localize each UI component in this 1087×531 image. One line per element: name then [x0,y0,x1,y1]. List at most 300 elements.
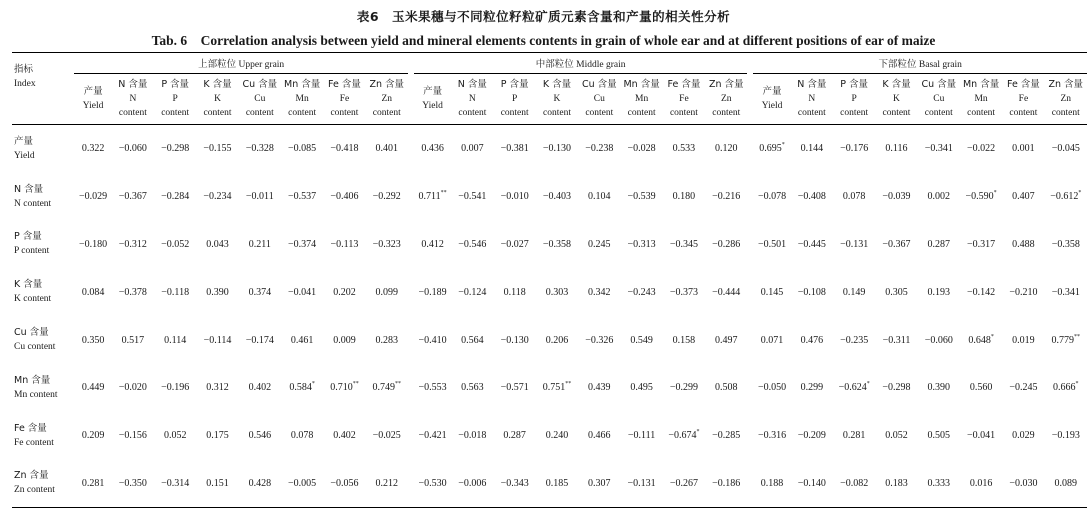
table-row [12,268,1087,316]
column-header-cn: P 含量 [161,79,190,90]
table-cell: −0.298 [161,143,190,155]
column-header [451,74,493,125]
table-cell: −0.029 [79,191,108,203]
table-cell: −0.367 [118,191,147,203]
table-cell: −0.124 [458,286,487,298]
column-header-en: content [712,108,741,118]
table-cell: −0.367 [882,238,911,250]
table-cell: 0.466 [588,430,611,442]
table-cell: −0.235 [840,334,869,346]
table-cell: 0.402 [333,430,356,442]
column-header-cn: Cu 含量 [921,79,957,90]
row-label [12,221,74,269]
column-header-en: content [118,108,147,118]
table-cell: 0.114 [164,334,187,346]
table-cell: −0.292 [372,191,401,203]
column-header [366,74,408,125]
column-header-element: P [851,94,857,104]
table-cell: 0.145 [760,286,784,298]
table-cell: 0.240 [545,430,569,442]
column-header-cn: K 含量 [882,79,911,90]
table-cell: 0.299 [800,382,824,394]
column-header-en: content [245,108,274,118]
table-cell: 0.322 [81,143,105,155]
table-cell: −0.010 [500,191,529,203]
table-row [12,221,1087,269]
column-header-element: Mn [974,94,988,104]
table-cell: −0.341 [1051,286,1080,298]
column-header-cn: Zn 含量 [369,79,405,90]
table-cell: −0.374 [288,238,317,250]
column-header-en: content [585,108,614,118]
table-cell: −0.082 [833,460,875,508]
table-cell: −0.193 [1051,430,1080,442]
table-cell: −0.381 [500,143,529,155]
column-header [753,74,790,125]
table-cell: 0.401 [375,143,398,155]
table-cell: −0.317 [967,238,996,250]
table-row [12,173,1087,221]
table-cell: −0.243 [627,286,656,298]
table-cell: −0.284 [161,191,190,203]
column-header-en: content [500,108,529,118]
table-cell: −0.180 [79,238,108,250]
column-header-cn: Mn 含量 [962,79,1000,90]
table-cell: −0.445 [797,238,826,250]
table-cell: −0.196 [161,382,190,394]
column-header [196,74,238,125]
column-header-element: Mn [295,94,309,104]
column-header-cn: Cu 含量 [242,79,278,90]
table-cell: 0.084 [81,286,105,298]
table-cell: −0.078 [757,191,787,203]
column-header-element: Mn [635,94,649,104]
column-header-cn: P 含量 [500,79,529,90]
table-row [12,460,1087,508]
table-cell: −0.027 [500,238,529,250]
row-label [12,412,74,460]
significance-mark: ** [395,381,401,388]
table-cell: −0.245 [1009,382,1038,394]
column-header [112,74,154,125]
significance-mark: ** [440,190,447,197]
table-cell: −0.045 [1051,143,1080,155]
table-cell: 0.666* [1053,381,1079,394]
column-header-cn: Mn 含量 [623,79,660,90]
table-title-chinese: 表6 玉米果穗与不同粒位籽粒矿质元素含量和产量的相关性分析 [356,9,731,24]
table-cell: −0.209 [797,430,826,442]
table-cell: 0.206 [545,334,569,346]
column-header-element: Yield [422,101,443,111]
table-cell: −0.537 [288,191,317,203]
table-cell: −0.311 [882,334,911,346]
table-cell: 0.710** [330,381,359,394]
column-header-element: N [129,94,137,104]
table-cell: −0.028 [627,143,656,155]
table-cell: −0.345 [669,238,698,250]
table-cell: 0.517 [121,334,145,346]
row-label [12,364,74,412]
table-cell: 0.185 [536,460,578,508]
table-cell: 0.648* [968,333,994,346]
table-cell: 0.151 [196,460,238,508]
table-cell: −0.011 [245,191,274,203]
table-cell: −0.114 [203,334,232,346]
table-cell: 0.402 [248,382,272,394]
table-cell: 0.350 [81,334,105,346]
group-header-2: 下部粒位 Basal grain [753,53,1087,74]
table-cell: −0.267 [663,460,705,508]
table-cell: −0.155 [203,143,232,155]
table-cell: −0.020 [118,382,147,394]
table-cell: −0.186 [705,460,747,508]
row-label-en: K content [14,294,52,305]
table-cell: 0.564 [461,334,484,346]
table-cell: 0.751** [542,381,572,394]
table-cell: −0.403 [542,191,572,203]
table-cell: −0.108 [797,286,826,298]
column-header [833,74,875,125]
column-header-element: Yield [82,101,104,111]
table-cell: 0.449 [81,382,105,394]
column-header-cn: 产量 [423,86,443,97]
table-cell: −0.408 [797,191,826,203]
column-header-cn: 产量 [83,86,103,97]
table-cell: 0.546 [248,430,272,442]
table-cell: 0.052 [885,430,908,442]
row-label [12,173,74,221]
column-header [918,74,960,125]
table-cell: −0.050 [757,382,787,394]
index-header-cn: 指标 [14,64,34,75]
table-cell: −0.590* [965,190,997,203]
column-header-en: content [967,108,996,118]
table-cell: 0.374 [248,286,272,298]
column-header [154,74,196,125]
table-cell: 0.180 [672,191,696,203]
column-header [705,74,747,125]
table-cell: −0.216 [712,191,741,203]
table-row [12,316,1087,364]
table-cell: −0.541 [458,191,487,203]
column-header-en: content [627,108,656,118]
column-header [791,74,833,125]
significance-mark: * [993,190,997,197]
table-cell: −0.612* [1050,190,1082,203]
table-cell: −0.130 [500,334,529,346]
table-cell: −0.025 [372,430,401,442]
table-cell: −0.142 [967,286,996,298]
table-cell: −0.060 [924,334,953,346]
table-cell: 0.212 [366,460,408,508]
column-header-element: N [808,94,816,104]
table-cell: 0.078 [290,430,314,442]
table-cell: −0.341 [924,143,953,155]
column-header-cn: Zn 含量 [1048,79,1084,90]
table-cell: −0.111 [627,430,656,442]
table-cell: −0.130 [542,143,572,155]
column-header-cn: P 含量 [840,79,869,90]
column-header-element: N [468,94,476,104]
table-cell: 0.342 [588,286,611,298]
table-cell: −0.539 [627,191,656,203]
table-cell: −0.041 [967,430,996,442]
row-label [12,125,74,173]
table-cell: 0.188 [753,460,790,508]
table-cell: 0.104 [588,191,611,203]
table-cell: −0.006 [451,460,493,508]
table-cell: −0.624* [838,381,870,394]
column-header [663,74,705,125]
table-cell: 0.307 [578,460,620,508]
table-cell: −0.406 [330,191,359,203]
column-header [1045,74,1087,125]
table-cell: 0.245 [588,238,611,250]
row-label-cn: Fe 含量 [14,422,47,434]
column-header [323,74,365,125]
column-header-cn: Zn 含量 [708,79,744,90]
table-cell: 0.533 [672,143,696,155]
column-header-cn: N 含量 [118,79,148,90]
table-cell: −0.571 [500,382,529,394]
column-header-en: content [372,108,401,118]
table-cell: −0.018 [458,430,487,442]
table-cell: −0.358 [542,238,572,250]
table-title-english: Tab. 6 Correlation analysis between yield and mineral elements contents in grain of whole ear and at different positions of ear of maize [151,33,936,48]
row-label [12,316,74,364]
column-header-cn: 产量 [762,86,782,97]
row-label [12,268,74,316]
table-row [12,364,1087,412]
table-cell: 0.287 [503,430,526,442]
table-cell: −0.022 [967,143,996,155]
table-cell: 0.436 [421,143,444,155]
table-cell: −0.234 [203,191,232,203]
table-cell: 0.281 [74,460,111,508]
column-header [74,74,111,125]
table-cell: −0.056 [323,460,365,508]
table-cell: 0.305 [885,286,908,298]
significance-mark: ** [352,381,359,388]
table-cell: 0.695* [759,142,785,155]
table-cell: 0.749** [372,381,401,394]
table-cell: 0.584* [289,381,315,394]
table-cell: −0.118 [161,286,190,298]
table-cell: 0.116 [885,143,908,155]
table-cell: 0.071 [760,334,784,346]
table-cell: −0.328 [245,143,274,155]
table-row [12,125,1087,173]
column-header-en: content [1051,108,1080,118]
column-header-en: content [161,108,190,118]
column-header-en: content [882,108,911,118]
table-cell: 0.052 [163,430,187,442]
table-cell: 0.476 [800,334,824,346]
column-header-cn: Fe 含量 [328,79,361,90]
significance-mark: * [696,429,700,436]
table-cell: −0.005 [281,460,323,508]
table-cell: 0.461 [290,334,314,346]
column-header-element: P [172,94,178,104]
column-header-element: P [512,94,518,104]
row-label [12,460,74,508]
table-cell: 0.779** [1051,333,1081,346]
table-cell: −0.298 [882,382,911,394]
column-header-element: Cu [593,94,605,104]
table-cell: −0.323 [372,238,401,250]
table-cell: 0.287 [927,238,951,250]
table-cell: 0.312 [206,382,229,394]
table-cell: 0.120 [714,143,738,155]
column-header-element: Fe [679,94,689,104]
column-header [239,74,281,125]
table-cell: −0.174 [245,334,274,346]
correlation-table [12,52,1087,508]
table-cell: −0.210 [1009,286,1038,298]
table-cell: 0.029 [1012,430,1035,442]
table-cell: 0.333 [918,460,960,508]
column-header-element: Cu [254,94,266,104]
table-cell: −0.286 [712,238,741,250]
table-cell: 0.495 [630,382,653,394]
column-header-en: content [330,108,359,118]
table-cell: −0.313 [627,238,656,250]
significance-mark: * [1078,190,1082,197]
table-cell: 0.439 [588,382,611,394]
index-header-en: Index [14,79,36,89]
table-cell: 0.118 [503,286,526,298]
table-cell: −0.312 [118,238,147,250]
table-cell: 0.283 [375,334,398,346]
column-header-element: Fe [1018,94,1029,104]
table-cell: 0.019 [1012,334,1035,346]
table-cell: 0.089 [1045,460,1087,508]
row-label-en: P content [14,246,50,257]
column-header-element: Fe [339,94,350,104]
column-header-element: K [553,94,561,104]
table-cell: −0.378 [118,286,147,298]
column-header-cn: K 含量 [542,79,572,90]
column-header [960,74,1002,125]
column-header-cn: K 含量 [203,79,232,90]
column-header-element: Cu [933,94,945,104]
table-cell: −0.418 [330,143,359,155]
table-cell: 0.007 [461,143,484,155]
column-header-cn: N 含量 [457,79,487,90]
table-cell: 0.001 [1012,143,1035,155]
table-cell: −0.350 [112,460,154,508]
column-header-element: Zn [720,94,732,104]
table-cell: 0.412 [421,238,444,250]
row-label-en: Fe content [14,437,54,448]
table-cell: 0.390 [927,382,951,394]
column-header [620,74,662,125]
table-cell: 0.711** [418,190,447,203]
table-cell: −0.113 [330,238,359,250]
column-header-element: Yield [761,101,783,111]
significance-mark: * [1075,381,1079,388]
table-cell: −0.238 [585,143,614,155]
table-cell: −0.530 [414,460,451,508]
table-cell: 0.428 [239,460,281,508]
significance-mark: ** [1074,333,1081,340]
table-cell: −0.373 [669,286,698,298]
table-cell: 0.209 [81,430,105,442]
row-label-cn: K 含量 [14,279,43,291]
column-header-en: content [924,108,953,118]
table-row [12,412,1087,460]
column-header [578,74,620,125]
column-header-en: content [669,108,698,118]
table-cell: 0.078 [842,191,866,203]
column-header-cn: Fe 含量 [667,79,701,90]
table-cell: −0.140 [791,460,833,508]
column-header [1002,74,1044,125]
table-cell: 0.158 [672,334,696,346]
row-label-cn: Zn 含量 [14,470,49,482]
significance-mark: * [311,381,315,388]
table-cell: −0.553 [418,382,447,394]
table-cell: 0.407 [1012,191,1035,203]
significance-mark: * [990,333,994,340]
column-header-element: Zn [1060,94,1072,104]
column-header-en: content [797,108,826,118]
row-label-en: Cu content [14,342,56,353]
column-header-cn: Fe 含量 [1007,79,1040,90]
column-header-element: K [214,94,221,104]
table-cell: 0.549 [630,334,653,346]
table-cell: 0.508 [714,382,738,394]
column-header [494,74,536,125]
table-cell: 0.281 [842,430,866,442]
column-header-en: content [288,108,317,118]
significance-mark: * [866,381,870,388]
table-cell: 0.002 [927,191,951,203]
column-header-element: K [893,94,900,104]
row-label-en: N content [14,198,52,209]
table-cell: 0.488 [1012,238,1035,250]
column-header-en: content [203,108,232,118]
column-header [281,74,323,125]
table-cell: −0.421 [418,430,447,442]
table-cell: 0.560 [969,382,993,394]
table-cell: −0.285 [712,430,741,442]
table-cell: 0.183 [875,460,917,508]
table-cell: 0.563 [461,382,484,394]
table-cell: 0.009 [333,334,356,346]
table-cell: −0.501 [757,238,787,250]
table-cell: −0.131 [620,460,662,508]
table-cell: −0.030 [1002,460,1044,508]
table-cell: −0.189 [418,286,447,298]
table-cell: 0.149 [842,286,866,298]
table-cell: −0.041 [288,286,317,298]
table-cell: −0.316 [757,430,787,442]
column-header-cn: N 含量 [797,79,827,90]
table-cell: −0.060 [118,143,147,155]
table-cell: 0.202 [333,286,356,298]
group-header-0: 上部粒位 Upper grain [74,53,407,74]
table-cell: 0.043 [206,238,229,250]
row-label-en: Mn content [14,389,58,400]
table-cell: −0.131 [840,238,869,250]
table-cell: −0.156 [118,430,147,442]
table-cell: −0.176 [840,143,869,155]
row-label-en: Zn content [14,485,55,496]
column-header [875,74,917,125]
column-header [414,74,451,125]
table-cell: 0.211 [248,238,271,250]
